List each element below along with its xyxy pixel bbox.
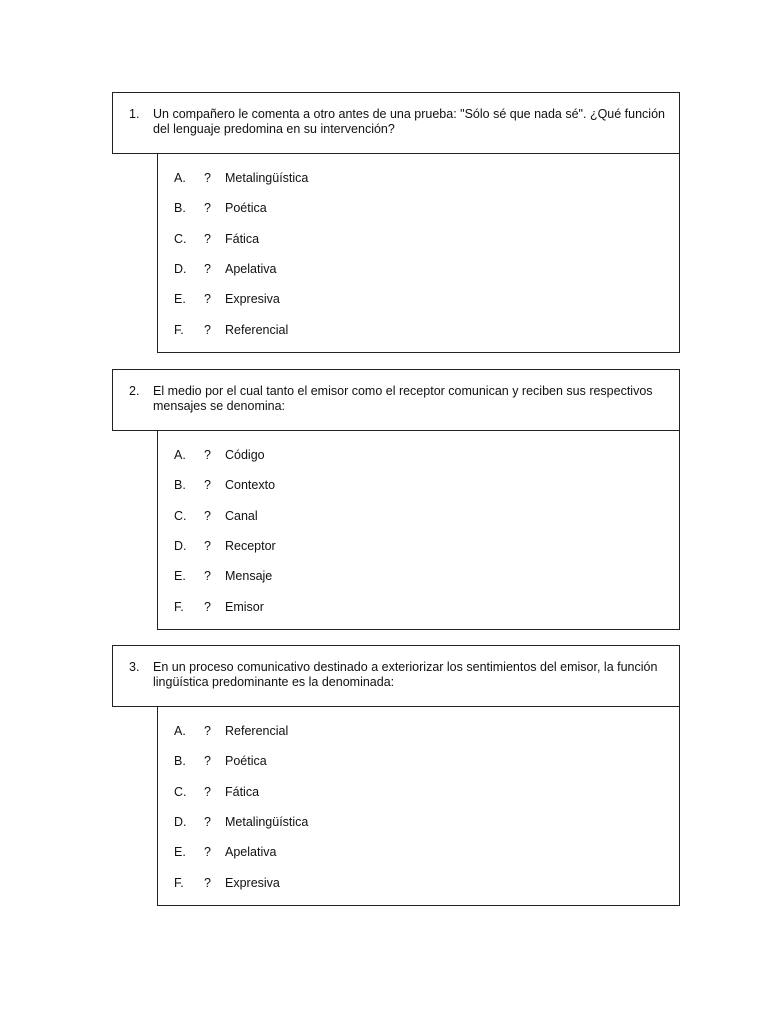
question-number: 2. bbox=[129, 384, 140, 398]
option-label: Referencial bbox=[225, 323, 289, 337]
option-checkbox-icon[interactable]: ? bbox=[204, 815, 211, 829]
option-checkbox-icon[interactable]: ? bbox=[204, 509, 211, 523]
option-letter: A. bbox=[174, 724, 186, 738]
option-label: Fática bbox=[225, 232, 260, 246]
option-label: Mensaje bbox=[225, 569, 273, 583]
options-box bbox=[157, 431, 680, 630]
question-prompt-box bbox=[112, 645, 680, 707]
option-f[interactable] bbox=[158, 599, 679, 615]
option-letter: C. bbox=[174, 232, 187, 246]
option-d[interactable] bbox=[158, 538, 679, 554]
option-d[interactable] bbox=[158, 814, 679, 830]
question-block-3 bbox=[112, 645, 680, 906]
option-c[interactable] bbox=[158, 784, 679, 800]
option-letter: A. bbox=[174, 171, 186, 185]
option-c[interactable] bbox=[158, 231, 679, 247]
option-c[interactable] bbox=[158, 508, 679, 524]
option-a[interactable] bbox=[158, 723, 679, 739]
question-prompt-box bbox=[112, 92, 680, 154]
option-label: Expresiva bbox=[225, 876, 280, 890]
option-checkbox-icon[interactable]: ? bbox=[204, 448, 211, 462]
option-d[interactable] bbox=[158, 261, 679, 277]
option-label: Poética bbox=[225, 754, 267, 768]
option-letter: C. bbox=[174, 785, 187, 799]
option-label: Referencial bbox=[225, 724, 289, 738]
option-label: Expresiva bbox=[225, 292, 280, 306]
question-block-1 bbox=[112, 92, 680, 353]
option-letter: C. bbox=[174, 509, 187, 523]
option-letter: B. bbox=[174, 754, 186, 768]
option-e[interactable] bbox=[158, 844, 679, 860]
option-label: Código bbox=[225, 448, 265, 462]
question-text: El medio por el cual tanto el emisor como el receptor comunican y reciben sus respectivos mensajes se denomina: bbox=[153, 384, 653, 413]
option-letter: D. bbox=[174, 815, 187, 829]
option-checkbox-icon[interactable]: ? bbox=[204, 292, 211, 306]
option-letter: D. bbox=[174, 539, 187, 553]
option-e[interactable] bbox=[158, 291, 679, 307]
options-box bbox=[157, 154, 680, 353]
option-label: Canal bbox=[225, 509, 258, 523]
options-box bbox=[157, 707, 680, 906]
option-checkbox-icon[interactable]: ? bbox=[204, 323, 211, 337]
option-letter: B. bbox=[174, 478, 186, 492]
option-b[interactable] bbox=[158, 477, 679, 493]
option-letter: E. bbox=[174, 569, 186, 583]
option-label: Apelativa bbox=[225, 262, 277, 276]
option-checkbox-icon[interactable]: ? bbox=[204, 600, 211, 614]
option-f[interactable] bbox=[158, 322, 679, 338]
option-letter: F. bbox=[174, 876, 184, 890]
option-letter: E. bbox=[174, 292, 186, 306]
option-label: Receptor bbox=[225, 539, 276, 553]
option-checkbox-icon[interactable]: ? bbox=[204, 845, 211, 859]
option-label: Contexto bbox=[225, 478, 276, 492]
option-checkbox-icon[interactable]: ? bbox=[204, 262, 211, 276]
option-a[interactable] bbox=[158, 447, 679, 463]
option-label: Poética bbox=[225, 201, 267, 215]
option-checkbox-icon[interactable]: ? bbox=[204, 232, 211, 246]
option-label: Emisor bbox=[225, 600, 264, 614]
option-checkbox-icon[interactable]: ? bbox=[204, 201, 211, 215]
option-checkbox-icon[interactable]: ? bbox=[204, 569, 211, 583]
option-e[interactable] bbox=[158, 568, 679, 584]
option-f[interactable] bbox=[158, 875, 679, 891]
option-checkbox-icon[interactable]: ? bbox=[204, 724, 211, 738]
option-checkbox-icon[interactable]: ? bbox=[204, 171, 211, 185]
option-b[interactable] bbox=[158, 753, 679, 769]
option-letter: D. bbox=[174, 262, 187, 276]
question-text: Un compañero le comenta a otro antes de una prueba: "Sólo sé que nada sé". ¿Qué función del lenguaje predomina en su intervención? bbox=[153, 107, 665, 136]
option-label: Metalingüística bbox=[225, 815, 309, 829]
option-checkbox-icon[interactable]: ? bbox=[204, 876, 211, 890]
question-prompt-box bbox=[112, 369, 680, 431]
question-block-2 bbox=[112, 369, 680, 630]
option-letter: E. bbox=[174, 845, 186, 859]
option-letter: B. bbox=[174, 201, 186, 215]
option-letter: F. bbox=[174, 600, 184, 614]
option-a[interactable] bbox=[158, 170, 679, 186]
option-label: Fática bbox=[225, 785, 260, 799]
option-label: Apelativa bbox=[225, 845, 277, 859]
option-letter: A. bbox=[174, 448, 186, 462]
option-letter: F. bbox=[174, 323, 184, 337]
option-checkbox-icon[interactable]: ? bbox=[204, 785, 211, 799]
option-checkbox-icon[interactable]: ? bbox=[204, 539, 211, 553]
option-checkbox-icon[interactable]: ? bbox=[204, 478, 211, 492]
option-checkbox-icon[interactable]: ? bbox=[204, 754, 211, 768]
option-label: Metalingüística bbox=[225, 171, 309, 185]
question-text: En un proceso comunicativo destinado a exteriorizar los sentimientos del emisor, la función lingüística predominante es la denominada: bbox=[153, 660, 658, 689]
option-b[interactable] bbox=[158, 200, 679, 216]
question-number: 1. bbox=[129, 107, 140, 121]
question-number: 3. bbox=[129, 660, 140, 674]
